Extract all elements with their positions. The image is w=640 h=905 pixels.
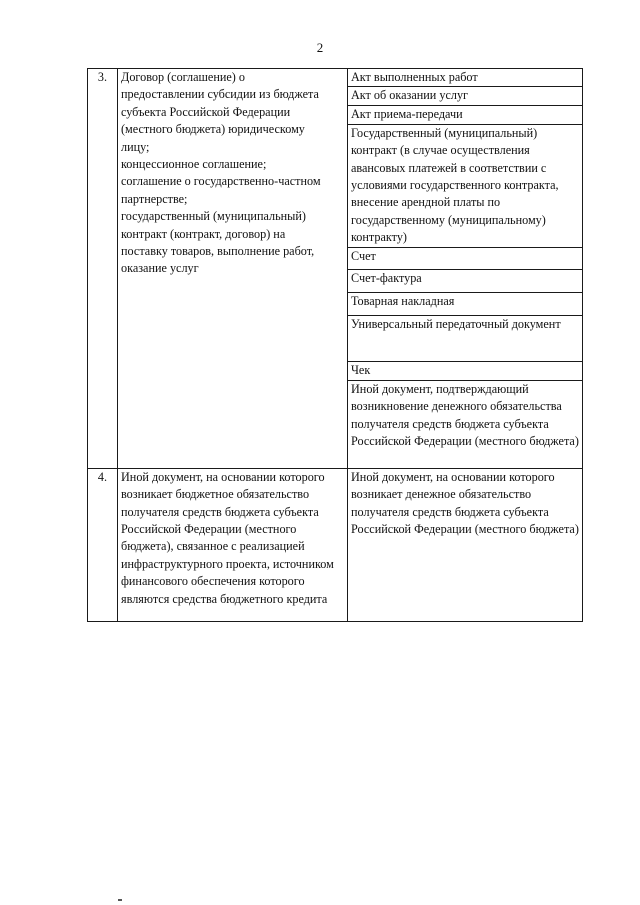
- row-number-cell: [88, 468, 118, 621]
- page-number: 2: [316, 40, 324, 55]
- basis-line: (местного бюджета) юридическому: [121, 122, 305, 137]
- document-cell: Акт приема-передачи: [348, 105, 583, 124]
- scan-mark: [118, 899, 122, 901]
- basis-line: соглашение о государственно-частном: [121, 174, 321, 189]
- basis-line: лицу;: [121, 139, 150, 154]
- basis-line: субъекта Российской Федерации: [121, 104, 291, 119]
- basis-line: государственный (муниципальный): [121, 209, 306, 224]
- basis-line: концессионное соглашение;: [121, 157, 267, 172]
- documents-table: [87, 68, 583, 622]
- basis-line: предоставлении субсидии из бюджета: [121, 87, 319, 102]
- basis-line: партнерстве;: [121, 191, 188, 206]
- basis-line: поставку товаров, выполнение работ,: [121, 244, 315, 259]
- document-cell: Акт выполненных работ: [348, 69, 583, 87]
- document-cell: Иной документ, на основании которого возникает денежное обязательство получателя средств бюджета субъекта Российской Федерации (местного бюджета): [348, 468, 583, 621]
- basis-line: оказание услуг: [121, 261, 199, 276]
- table-row-4: [88, 468, 583, 621]
- row-number-cell: [88, 69, 118, 469]
- document-cell: Иной документ, подтверждающий возникновение денежного обязательства получателя средств бюджета субъекта Российской Федерации (местного бюджета): [348, 380, 583, 468]
- basis-line: Договор (соглашение) о: [121, 70, 245, 84]
- document-cell: Счет-фактура: [348, 269, 583, 292]
- document-cell: Акт об оказании услуг: [348, 87, 583, 105]
- document-cell: Счет: [348, 247, 583, 269]
- document-cell: Государственный (муниципальный) контракт (в случае осуществления авансовых платежей в соответствии с условиями государственного контракта, внесение арендной платы по государственному (муниципальному) контракту): [348, 124, 583, 247]
- basis-cell: Иной документ, на основании которого возникает бюджетное обязательство получателя средств бюджета субъекта Российской Федерации (местного бюджета), связанное с реализацией инфраструктурного проекта, источником финансового обеспечения которого являются средства бюджетного кредита: [118, 468, 348, 621]
- document-cell: Товарная накладная: [348, 292, 583, 315]
- table-row-3: [88, 69, 583, 87]
- document-cell: Универсальный передаточный документ: [348, 315, 583, 361]
- row-number: 3.: [97, 70, 108, 84]
- basis-line: контракт (контракт, договор) на: [121, 226, 286, 241]
- row-number: 4.: [97, 469, 108, 484]
- document-cell: Чек: [348, 361, 583, 380]
- basis-cell: [118, 69, 348, 469]
